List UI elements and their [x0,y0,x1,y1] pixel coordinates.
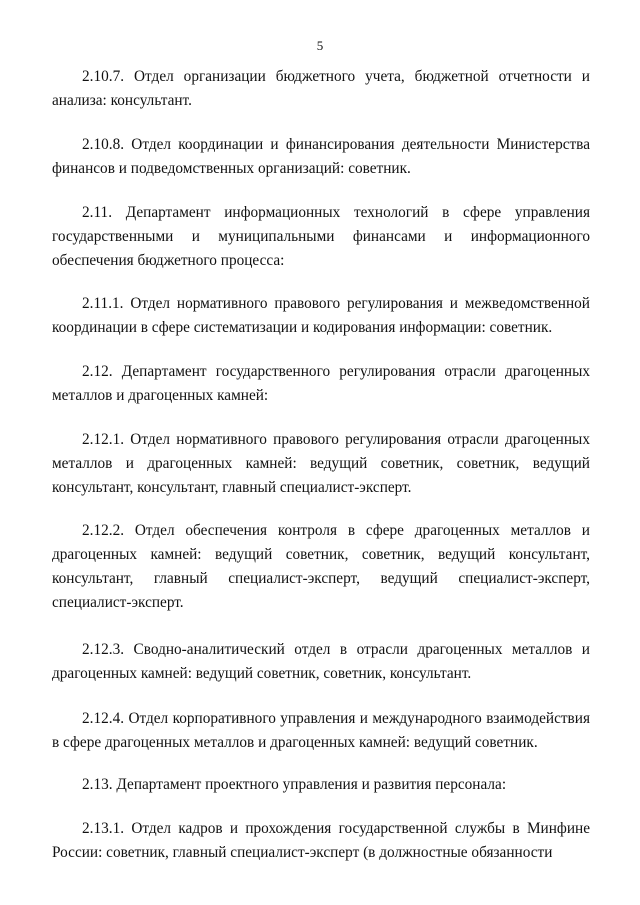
paragraph-2-12-4: 2.12.4. Отдел корпоративного управления и международного взаимодействия в сфере драгоценных металлов и драгоценных камней: ведущий советник. [52,710,590,751]
paragraph-2-12-3: 2.12.3. Сводно-аналитический отдел в отрасли драгоценных металлов и драгоценных камней: ведущий советник, советник, консультант. [52,641,590,682]
paragraph-2-10-8: 2.10.8. Отдел координации и финансирования деятельности Министерства финансов и подведомственных организаций: советник. [52,136,590,177]
paragraph-2-10-7: 2.10.7. Отдел организации бюджетного учета, бюджетной отчетности и анализа: консультант. [52,68,590,109]
paragraph-2-12-1: 2.12.1. Отдел нормативного правового регулирования отрасли драгоценных металлов и драгоценных камней: ведущий советник, советник, ведущий консультант, консультант, главный специалист-эксперт. [52,431,590,496]
paragraph-2-13: 2.13. Департамент проектного управления и развития персонала: [82,776,507,793]
paragraph-2-12-2: 2.12.2. Отдел обеспечения контроля в сфере драгоценных металлов и драгоценных камней: ведущий советник, советник, ведущий консультант, консультант, главный специалист-эксперт, ведущий специалист-эксперт, специалист-эксперт. [52,522,590,611]
paragraph-2-13-1: 2.13.1. Отдел кадров и прохождения государственной службы в Минфине России: советник, главный специалист-эксперт (в должностные обязанности [52,820,590,861]
paragraph-2-12: 2.12. Департамент государственного регулирования отрасли драгоценных металлов и драгоценных камней: [52,363,590,404]
page-number: 5 [316,38,324,53]
paragraph-2-11-1: 2.11.1. Отдел нормативного правового регулирования и межведомственной координации в сфере систематизации и кодирования информации: советник. [52,295,590,336]
paragraph-2-11: 2.11. Департамент информационных технологий в сфере управления государственными и муниципальными финансами и информационного обеспечения бюджетного процесса: [52,204,590,269]
